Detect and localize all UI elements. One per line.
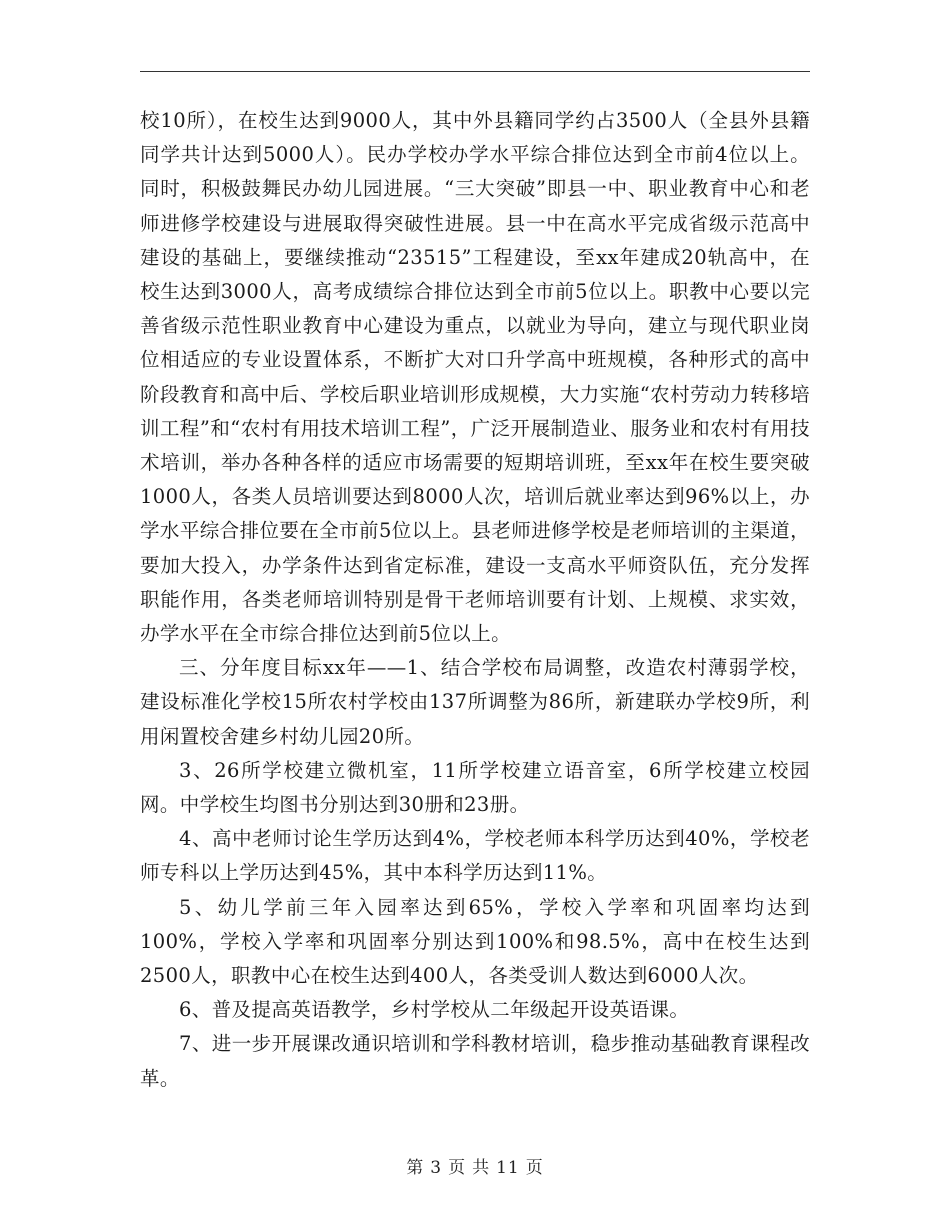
paragraph-continuation: 校10所），在校生达到9000人，其中外县籍同学约占3500人（全县外县籍同学共计达到5000人）。民办学校办学水平综合排位达到全市前4位以上。同时，积极鼓舞民办幼儿园进展。“三大突破”即县一中、职业教育中心和老师进修学校建设与进展取得突破性进展。县一中在高水平完成省级示范高中建设的基础上，要继续推动“23515”工程建设，至xx年建成20轨高中，在校生达到3000人，高考成绩综合排位达到全市前5位以上。职教中心要以完善省级示范性职业教育中心建设为重点，以就业为导向，建立与现代职业岗位相适应的专业设置体系，不断扩大对口升学高中班规模，各种形式的高中阶段教育和高中后、学校后职业培训形成规模，大力实施“农村劳动力转移培训工程”和“农村有用技术培训工程”，广泛开展制造业、服务业和农村有用技术培训，举办各种各样的适应市场需要的短期培训班，至xx年在校生要突破1000人，各类人员培训要达到8000人次，培训后就业率达到96%以上，办学水平综合排位要在全市前5位以上。县老师进修学校是老师培训的主渠道，要加大投入，办学条件达到省定标准，建设一支高水平师资队伍，充分发挥职能作用，各类老师培训特别是骨干老师培训要有计划、上规模、求实效，办学水平在全市综合排位达到前5位以上。: [140, 109, 810, 646]
footer-gong: 共: [472, 1158, 491, 1178]
footer-total-pages: 11: [496, 1158, 520, 1178]
header-rule: [140, 71, 810, 72]
paragraph-item-5: 5、幼儿学前三年入园率达到65%，学校入学率和巩固率均达到100%，学校入学率和巩固率分别达到100%和98.5%，高中在校生达到2500人，职教中心在校生达到400人，各类受训人数达到6000人次。: [140, 895, 810, 988]
document-body: [140, 104, 810, 1096]
paragraph-item-7: 7、进一步开展课改通识培训和学科教材培训，稳步推动基础教育课程改革。: [140, 1032, 810, 1090]
page-footer: [0, 1153, 950, 1178]
paragraph-item-3: 3、26所学校建立微机室，11所学校建立语音室，6所学校建立校园网。中学校生均图书分别达到30册和23册。: [140, 758, 810, 817]
footer-ye-end: 页: [525, 1158, 544, 1178]
paragraph-yearly-goals: 三、分年度目标xx年——1、结合学校布局调整，改造农村薄弱学校，建设标准化学校15所农村学校由137所调整为86所，新建联办学校9所，利用闲置校舍建乡村幼儿园20所。: [140, 656, 810, 748]
footer-ye: 页: [448, 1158, 467, 1178]
footer-di: 第: [406, 1158, 425, 1178]
paragraph-item-6: 6、普及提高英语教学，乡村学校从二年级起开设英语课。: [179, 998, 690, 1022]
footer-current-page: 3: [430, 1158, 443, 1178]
paragraph-item-4: 4、高中老师讨论生学历达到4%，学校老师本科学历达到40%，学校老师专科以上学历达到45%，其中本科学历达到11%。: [140, 827, 810, 885]
